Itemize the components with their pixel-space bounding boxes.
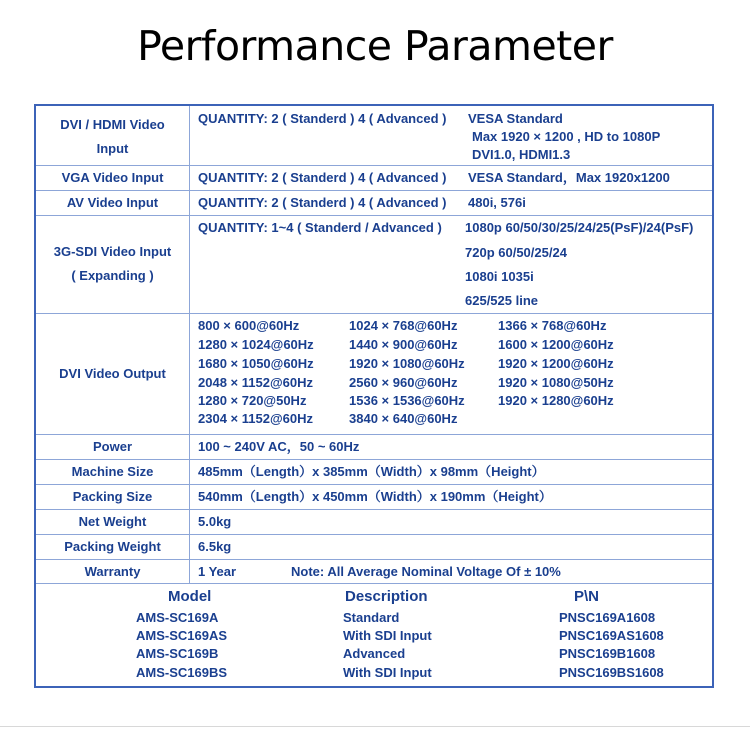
resolution-item: 1024 × 768@60Hz xyxy=(349,318,458,333)
model-name: AMS-SC169B xyxy=(136,646,219,661)
row-divider xyxy=(36,215,712,216)
spec-text: Max 1920 × 1200 , HD to 1080P xyxy=(472,129,661,144)
spec-text: VESA Standard，Max 1920x1200 xyxy=(468,170,670,185)
model-pn: PNSC169B1608 xyxy=(559,646,656,661)
row-label: Input xyxy=(96,141,129,156)
row-label: Machine Size xyxy=(71,464,154,479)
resolution-item: 1920 × 1080@50Hz xyxy=(498,375,614,390)
quantity-text: QUANTITY: 2 ( Standerd ) 4 ( Advanced ) xyxy=(198,195,447,210)
pn-header: P\N xyxy=(574,588,600,605)
resolution-item: 1440 × 900@60Hz xyxy=(349,337,458,352)
model-pn: PNSC169A1608 xyxy=(559,610,656,625)
resolution-item: 1680 × 1050@60Hz xyxy=(198,356,314,371)
power-value: 100 ~ 240V AC，50 ~ 60Hz xyxy=(198,439,360,454)
model-description: With SDI Input xyxy=(343,628,432,643)
quantity-text: QUANTITY: 2 ( Standerd ) 4 ( Advanced ) xyxy=(198,111,447,126)
model-header: Model xyxy=(168,588,212,605)
row-label: AV Video Input xyxy=(66,195,159,210)
description-header: Description xyxy=(345,588,428,605)
model-description: Advanced xyxy=(343,646,406,661)
row-label: Warranty xyxy=(84,564,141,579)
row-label: DVI Video Output xyxy=(59,366,166,381)
row-label: Packing Weight xyxy=(64,539,161,554)
row-label: DVI / HDMI Video xyxy=(60,117,165,132)
resolution-item: 1280 × 1024@60Hz xyxy=(198,337,314,352)
resolution-item: 1600 × 1200@60Hz xyxy=(498,337,614,352)
spec-text: DVI1.0, HDMI1.3 xyxy=(472,147,571,162)
spec-text: 720p 60/50/25/24 xyxy=(465,245,567,260)
model-description: Standard xyxy=(343,610,400,625)
row-label: ( Expanding ) xyxy=(71,268,154,283)
model-name: AMS-SC169BS xyxy=(136,665,228,680)
resolution-item: 1920 × 1200@60Hz xyxy=(498,356,614,371)
warranty-value: 1 Year xyxy=(198,564,237,579)
spec-text: 1080p 60/50/30/25/24/25(PsF)/24(PsF) xyxy=(465,220,694,235)
row-label: VGA Video Input xyxy=(61,170,164,185)
resolution-item: 1536 × 1536@60Hz xyxy=(349,393,465,408)
resolution-item: 2560 × 960@60Hz xyxy=(349,375,458,390)
row-label: Net Weight xyxy=(78,514,147,529)
quantity-text: QUANTITY: 1~4 ( Standerd / Advanced ) xyxy=(198,220,442,235)
quantity-text: QUANTITY: 2 ( Standerd ) 4 ( Advanced ) xyxy=(198,170,447,185)
spec-text: 1080i 1035i xyxy=(465,269,534,284)
model-pn: PNSC169BS1608 xyxy=(559,665,664,680)
resolution-item: 1366 × 768@60Hz xyxy=(498,318,607,333)
resolution-item: 1280 × 720@50Hz xyxy=(198,393,307,408)
packing-weight-value: 6.5kg xyxy=(198,539,232,554)
bottom-divider xyxy=(0,726,750,727)
page-title: Performance Parameter xyxy=(137,22,613,70)
row-divider xyxy=(36,313,712,314)
resolution-item: 2304 × 1152@60Hz xyxy=(198,411,313,426)
model-name: AMS-SC169AS xyxy=(136,628,228,643)
resolution-item: 800 × 600@60Hz xyxy=(198,318,300,333)
resolution-item: 2048 × 1152@60Hz xyxy=(198,375,313,390)
row-label: Packing Size xyxy=(72,489,153,504)
model-name: AMS-SC169A xyxy=(136,610,219,625)
machine-size-value: 485mm（Length）x 385mm（Width）x 98mm（Height） xyxy=(198,464,545,479)
row-label: 3G-SDI Video Input xyxy=(53,244,172,259)
spec-table xyxy=(34,104,714,688)
model-description: With SDI Input xyxy=(343,665,432,680)
row-label: Power xyxy=(92,439,132,454)
net-weight-value: 5.0kg xyxy=(198,514,232,529)
spec-text: VESA Standard xyxy=(468,111,563,126)
spec-text: 480i, 576i xyxy=(468,195,526,210)
resolution-item: 1920 × 1080@60Hz xyxy=(349,356,465,371)
resolution-item: 1920 × 1280@60Hz xyxy=(498,393,614,408)
spec-text: 625/525 line xyxy=(465,293,538,308)
model-pn: PNSC169AS1608 xyxy=(559,628,664,643)
resolution-item: 3840 × 640@60Hz xyxy=(349,411,458,426)
voltage-note: Note: All Average Nominal Voltage Of ± 10% xyxy=(291,564,561,579)
packing-size-value: 540mm（Length）x 450mm（Width）x 190mm（Height） xyxy=(198,489,552,504)
column-divider xyxy=(189,106,190,583)
